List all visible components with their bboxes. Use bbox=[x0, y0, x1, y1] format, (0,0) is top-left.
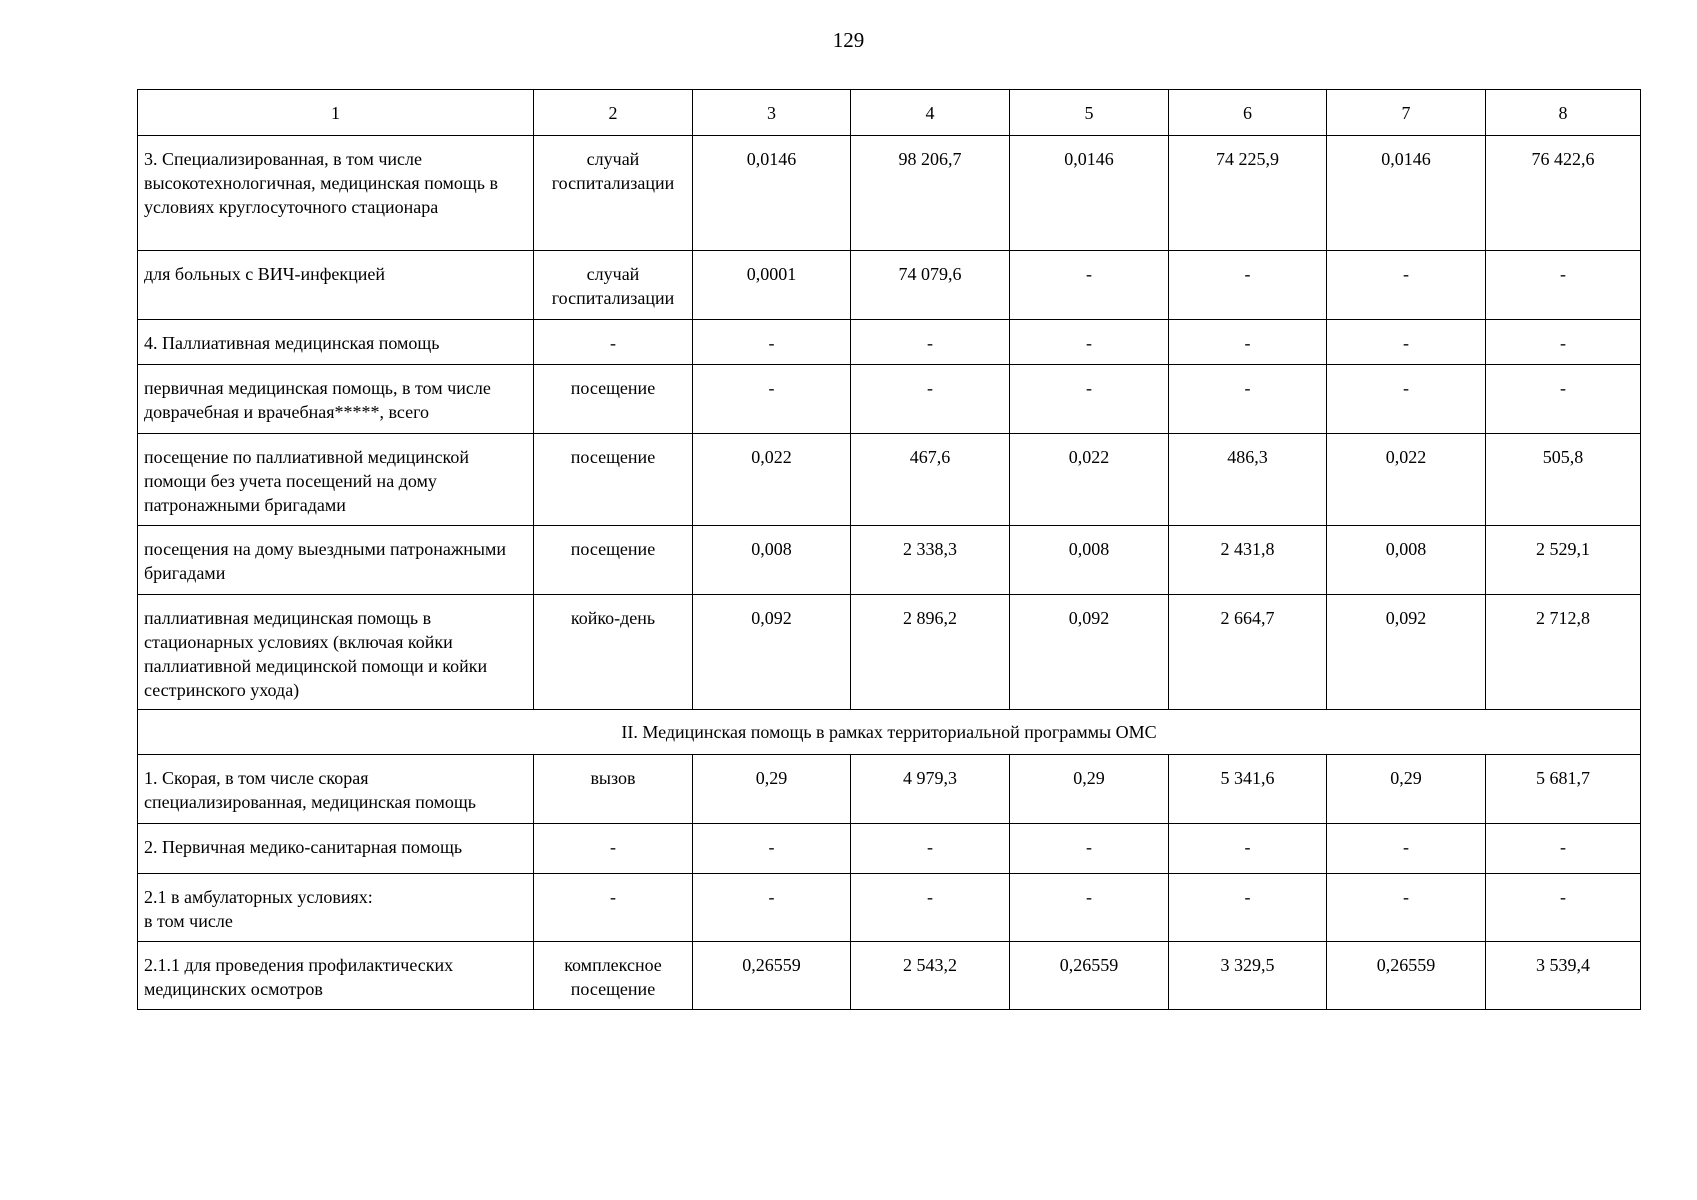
row-name: первичная медицинская помощь, в том числе доврачебная и врачебная*****, всего bbox=[138, 365, 534, 434]
column-header: 2 bbox=[534, 90, 693, 136]
row-value: 2 543,2 bbox=[851, 942, 1010, 1010]
row-value: - bbox=[1010, 874, 1169, 942]
row-name: 2. Первичная медико-санитарная помощь bbox=[138, 824, 534, 874]
row-value: - bbox=[1010, 824, 1169, 874]
page-number: 129 bbox=[832, 28, 865, 52]
row-value: 2 338,3 bbox=[851, 526, 1010, 595]
table-row bbox=[138, 755, 1641, 824]
row-value: 5 341,6 bbox=[1169, 755, 1327, 824]
row-unit: посещение bbox=[534, 365, 693, 434]
row-value: - bbox=[851, 824, 1010, 874]
row-value: - bbox=[1169, 824, 1327, 874]
table-row bbox=[138, 526, 1641, 595]
row-value: 0,022 bbox=[1327, 434, 1486, 526]
row-value: - bbox=[693, 824, 851, 874]
row-name: 3. Специализированная, в том числе высокотехнологичная, медицинская помощь в условиях круглосуточного стационара bbox=[138, 136, 534, 251]
row-value: 5 681,7 bbox=[1486, 755, 1641, 824]
row-value: - bbox=[1327, 365, 1486, 434]
row-value: - bbox=[1010, 251, 1169, 320]
row-name: посещения на дому выездными патронажными бригадами bbox=[138, 526, 534, 595]
row-unit: - bbox=[534, 320, 693, 365]
row-value: 4 979,3 bbox=[851, 755, 1010, 824]
row-value: 0,26559 bbox=[693, 942, 851, 1010]
row-name: 2.1 в амбулаторных условиях: в том числе bbox=[138, 874, 534, 942]
row-value: 2 896,2 bbox=[851, 595, 1010, 710]
row-value: 0,022 bbox=[693, 434, 851, 526]
column-header: 8 bbox=[1486, 90, 1641, 136]
row-value: - bbox=[851, 365, 1010, 434]
row-name: 4. Паллиативная медицинская помощь bbox=[138, 320, 534, 365]
table-row bbox=[138, 365, 1641, 434]
row-value: - bbox=[693, 365, 851, 434]
row-value: - bbox=[1327, 251, 1486, 320]
row-value: - bbox=[1169, 251, 1327, 320]
row-value: 0,092 bbox=[693, 595, 851, 710]
row-value: - bbox=[1486, 365, 1641, 434]
row-value: - bbox=[1010, 320, 1169, 365]
row-value: 467,6 bbox=[851, 434, 1010, 526]
row-value: 0,008 bbox=[1327, 526, 1486, 595]
row-value: 486,3 bbox=[1169, 434, 1327, 526]
column-header: 6 bbox=[1169, 90, 1327, 136]
column-header: 7 bbox=[1327, 90, 1486, 136]
row-name: посещение по паллиативной медицинской помощи без учета посещений на дому патронажными бригадами bbox=[138, 434, 534, 526]
row-unit: койко-день bbox=[534, 595, 693, 710]
row-value: 0,26559 bbox=[1327, 942, 1486, 1010]
table-row bbox=[138, 942, 1641, 1010]
table-header-row bbox=[138, 90, 1641, 136]
row-value: 2 712,8 bbox=[1486, 595, 1641, 710]
row-value: - bbox=[851, 874, 1010, 942]
table-row bbox=[138, 595, 1641, 710]
row-name: 1. Скорая, в том числе скорая специализированная, медицинская помощь bbox=[138, 755, 534, 824]
row-value: - bbox=[1327, 874, 1486, 942]
row-value: 0,0146 bbox=[1010, 136, 1169, 251]
row-value: - bbox=[1486, 320, 1641, 365]
row-unit: случай госпитализации bbox=[534, 136, 693, 251]
table-row bbox=[138, 136, 1641, 251]
row-value: - bbox=[1169, 320, 1327, 365]
row-unit: - bbox=[534, 824, 693, 874]
row-value: - bbox=[1486, 874, 1641, 942]
row-value: 0,008 bbox=[693, 526, 851, 595]
row-value: 2 431,8 bbox=[1169, 526, 1327, 595]
row-name: паллиативная медицинская помощь в стационарных условиях (включая койки паллиативной медицинской помощи и койки сестринского ухода) bbox=[138, 595, 534, 710]
row-value: 2 664,7 bbox=[1169, 595, 1327, 710]
row-value: - bbox=[1010, 365, 1169, 434]
column-header: 4 bbox=[851, 90, 1010, 136]
row-unit: вызов bbox=[534, 755, 693, 824]
row-value: - bbox=[693, 874, 851, 942]
row-value: 0,29 bbox=[693, 755, 851, 824]
section-title: II. Медицинская помощь в рамках территориальной программы ОМС bbox=[138, 710, 1641, 755]
row-value: 0,26559 bbox=[1010, 942, 1169, 1010]
row-value: 0,29 bbox=[1327, 755, 1486, 824]
row-value: 3 329,5 bbox=[1169, 942, 1327, 1010]
row-value: 74 225,9 bbox=[1169, 136, 1327, 251]
column-header: 1 bbox=[138, 90, 534, 136]
row-value: 0,092 bbox=[1327, 595, 1486, 710]
table-row bbox=[138, 824, 1641, 874]
row-value: 0,092 bbox=[1010, 595, 1169, 710]
row-name: для больных с ВИЧ-инфекцией bbox=[138, 251, 534, 320]
row-value: - bbox=[851, 320, 1010, 365]
row-value: - bbox=[1327, 824, 1486, 874]
row-value: - bbox=[1486, 824, 1641, 874]
row-value: 98 206,7 bbox=[851, 136, 1010, 251]
table-row bbox=[138, 320, 1641, 365]
table-row bbox=[138, 874, 1641, 942]
row-value: 0,0146 bbox=[1327, 136, 1486, 251]
row-unit: случай госпитализации bbox=[534, 251, 693, 320]
row-value: - bbox=[1327, 320, 1486, 365]
row-value: - bbox=[1169, 874, 1327, 942]
row-value: 2 529,1 bbox=[1486, 526, 1641, 595]
row-value: 76 422,6 bbox=[1486, 136, 1641, 251]
row-value: 505,8 bbox=[1486, 434, 1641, 526]
data-table bbox=[137, 89, 1641, 1010]
row-value: 0,008 bbox=[1010, 526, 1169, 595]
table-row bbox=[138, 251, 1641, 320]
row-value: - bbox=[693, 320, 851, 365]
row-value: 74 079,6 bbox=[851, 251, 1010, 320]
row-unit: - bbox=[534, 874, 693, 942]
row-unit: посещение bbox=[534, 526, 693, 595]
row-value: - bbox=[1486, 251, 1641, 320]
row-name: 2.1.1 для проведения профилактических медицинских осмотров bbox=[138, 942, 534, 1010]
table-row bbox=[138, 434, 1641, 526]
row-value: 3 539,4 bbox=[1486, 942, 1641, 1010]
row-value: 0,29 bbox=[1010, 755, 1169, 824]
row-value: 0,0001 bbox=[693, 251, 851, 320]
column-header: 5 bbox=[1010, 90, 1169, 136]
row-unit: комплексное посещение bbox=[534, 942, 693, 1010]
row-value: 0,0146 bbox=[693, 136, 851, 251]
column-header: 3 bbox=[693, 90, 851, 136]
row-unit: посещение bbox=[534, 434, 693, 526]
row-value: 0,022 bbox=[1010, 434, 1169, 526]
section-heading-row bbox=[138, 710, 1641, 755]
row-value: - bbox=[1169, 365, 1327, 434]
